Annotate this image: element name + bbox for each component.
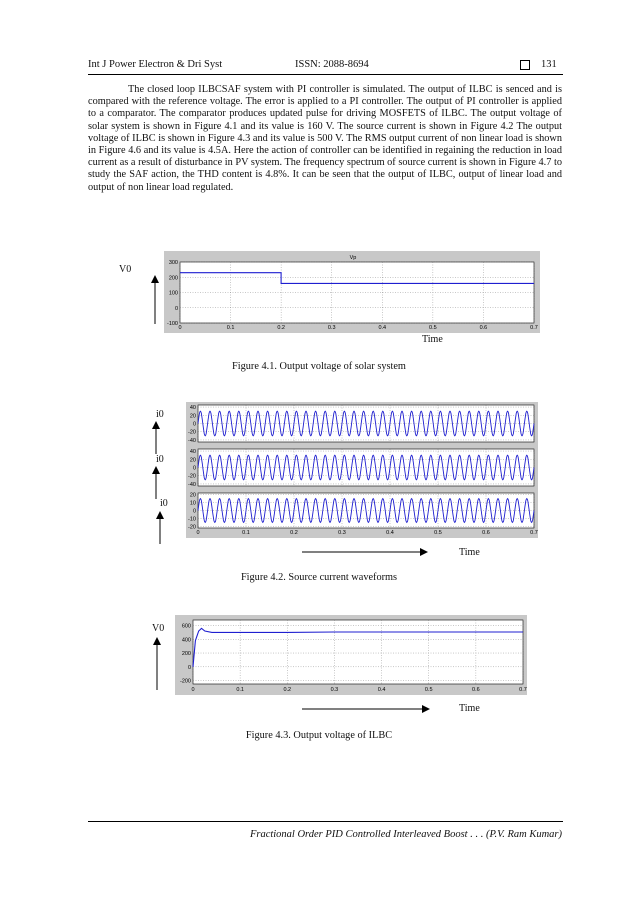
fig2-panel3-xtick: 0.4: [386, 530, 394, 536]
fig1-up-arrow-icon: [150, 274, 160, 326]
fig2-panel3-ytick: -20: [188, 524, 196, 531]
fig2-panel2-ytick: 0: [192, 465, 196, 472]
footer-citation: Fractional Order PID Controlled Interleaved Boost . . . (P.V. Ram Kumar): [249, 829, 562, 840]
fig2-up-arrow-icon-3: [155, 510, 165, 546]
fig2-ylabel-2: i0: [156, 454, 164, 465]
fig3-axes: [193, 620, 523, 684]
fig2-panel3-xtick: 0.5: [434, 530, 442, 536]
fig2-ylabel-3: i0: [160, 498, 168, 509]
fig2-panel3-ytick: -10: [188, 516, 196, 523]
fig2-up-arrow-icon-1: [151, 420, 161, 456]
checkbox-icon: [520, 60, 530, 70]
figure-4-3-chart: [175, 615, 527, 695]
fig1-xtick: 0.5: [429, 325, 437, 331]
fig3-xtick: 0.6: [472, 687, 480, 693]
fig1-xtick: 0.6: [479, 325, 488, 331]
fig2-panel3-ytick: 0: [192, 508, 196, 515]
fig1-ytick: 200: [168, 275, 178, 282]
fig2-panel3-ytick: 10: [189, 500, 196, 507]
fig1-xtick: 0: [178, 325, 182, 331]
fig3-ytick: -200: [179, 678, 191, 685]
fig2-panel3-xtick: 0: [196, 530, 200, 536]
fig2-panel3-xtick: 0.1: [242, 530, 250, 536]
fig3-xtick: 0.3: [330, 687, 339, 693]
footer-rule: [88, 821, 563, 822]
fig1-title: Vp: [349, 255, 357, 261]
figure-4-2-chart: [186, 402, 538, 538]
fig2-panel3-xtick: 0.2: [290, 530, 298, 536]
fig1-ylabel: V0: [119, 264, 132, 275]
issn: ISSN: 2088-8694: [295, 59, 369, 70]
fig3-ytick: 600: [181, 623, 191, 630]
fig2-panel2-ytick: 40: [189, 449, 196, 456]
fig2-panel1-ytick: -20: [188, 429, 196, 436]
figure-4-3-caption: Figure 4.3. Output voltage of ILBC: [245, 730, 393, 741]
fig2-panel3-ytick: 20: [189, 492, 196, 499]
fig2-panel3-xtick: 0.3: [338, 530, 346, 536]
fig1-xtick: 0.1: [226, 325, 235, 331]
fig3-xtick: 0.1: [236, 687, 244, 693]
figure-4-2-caption: Figure 4.2. Source current waveforms: [240, 572, 398, 583]
fig2-up-arrow-icon-2: [151, 465, 161, 501]
page-number: 131: [541, 59, 557, 70]
fig3-xtick: 0.2: [283, 687, 292, 693]
fig1-xtick: 0.7: [530, 325, 538, 331]
fig1-ytick: 100: [168, 290, 178, 297]
fig2-panel2-ytick: -40: [188, 481, 196, 488]
fig3-ylabel: V0: [152, 623, 165, 634]
body-paragraph: The closed loop ILBCSAF system with PI controller is simulated. The output of ILBC is senced and is compared with the reference voltage. The error is applied to a PI controller. The output of PI controller is applied to a comparator. The comparator produces updated pulse for driving MOSFETS of ILBC. The output voltage of solar system is shown in Figure 4.1 and its value is 160 V. The source current is shown in Figure 4.2 The output voltage of ILBC is shown in Figure 4.3 and its value is 500 V. The RMS output current of non linear load is shown in Figure 4.6 and its value is 4.5A. Here the action of controller can be identified in regaining the reduction in load current as a result of disturbance in PV system. The frequency spectrum of source current is shown in Figure 4.7 to study the SAF action, the THD content is 4.8%. It can be seen that the output of ILBC, output of linear load and output of non linear load regulated.: [88, 84, 562, 193]
fig2-panel3-xtick: 0.6: [482, 530, 490, 536]
fig2-panel1-ytick: 20: [189, 413, 196, 420]
fig2-ylabel-1: i0: [156, 409, 164, 420]
fig2-panel1-ytick: -40: [188, 437, 196, 444]
fig3-xlabel: Time: [459, 703, 480, 714]
fig1-xtick: 0.3: [327, 325, 336, 331]
journal-name: Int J Power Electron & Dri Syst: [88, 59, 223, 70]
fig1-xtick: 0.2: [277, 325, 285, 331]
fig2-panel2-ytick: 20: [189, 457, 196, 464]
fig3-ytick: 200: [181, 651, 191, 658]
fig2-right-arrow-icon: [300, 547, 430, 557]
fig3-up-arrow-icon: [152, 636, 162, 692]
fig2-panel2-ytick: -20: [188, 473, 196, 480]
header-rule: [88, 74, 563, 75]
fig1-ytick: 0: [174, 305, 178, 312]
fig3-xtick: 0: [191, 687, 195, 693]
fig2-panel3-xtick: 0.7: [530, 530, 538, 536]
fig2-panel1-ytick: 0: [192, 421, 196, 428]
fig1-ytick: -100: [166, 321, 178, 327]
fig3-ytick: 0: [187, 664, 191, 671]
fig2-panel1-ytick: 40: [189, 405, 196, 412]
fig2-xlabel: Time: [459, 547, 480, 558]
fig3-xtick: 0.4: [377, 687, 386, 693]
fig1-xlabel: Time: [422, 334, 443, 345]
fig1-xtick: 0.4: [378, 325, 387, 331]
fig3-xtick: 0.5: [424, 687, 433, 693]
fig3-ytick: 400: [181, 637, 191, 644]
figure-4-1-chart: [164, 251, 540, 333]
fig3-right-arrow-icon: [300, 704, 432, 714]
fig3-xtick: 0.7: [519, 687, 527, 693]
figure-4-1-caption: Figure 4.1. Output voltage of solar system: [232, 361, 406, 372]
fig1-ytick: 300: [168, 260, 178, 266]
